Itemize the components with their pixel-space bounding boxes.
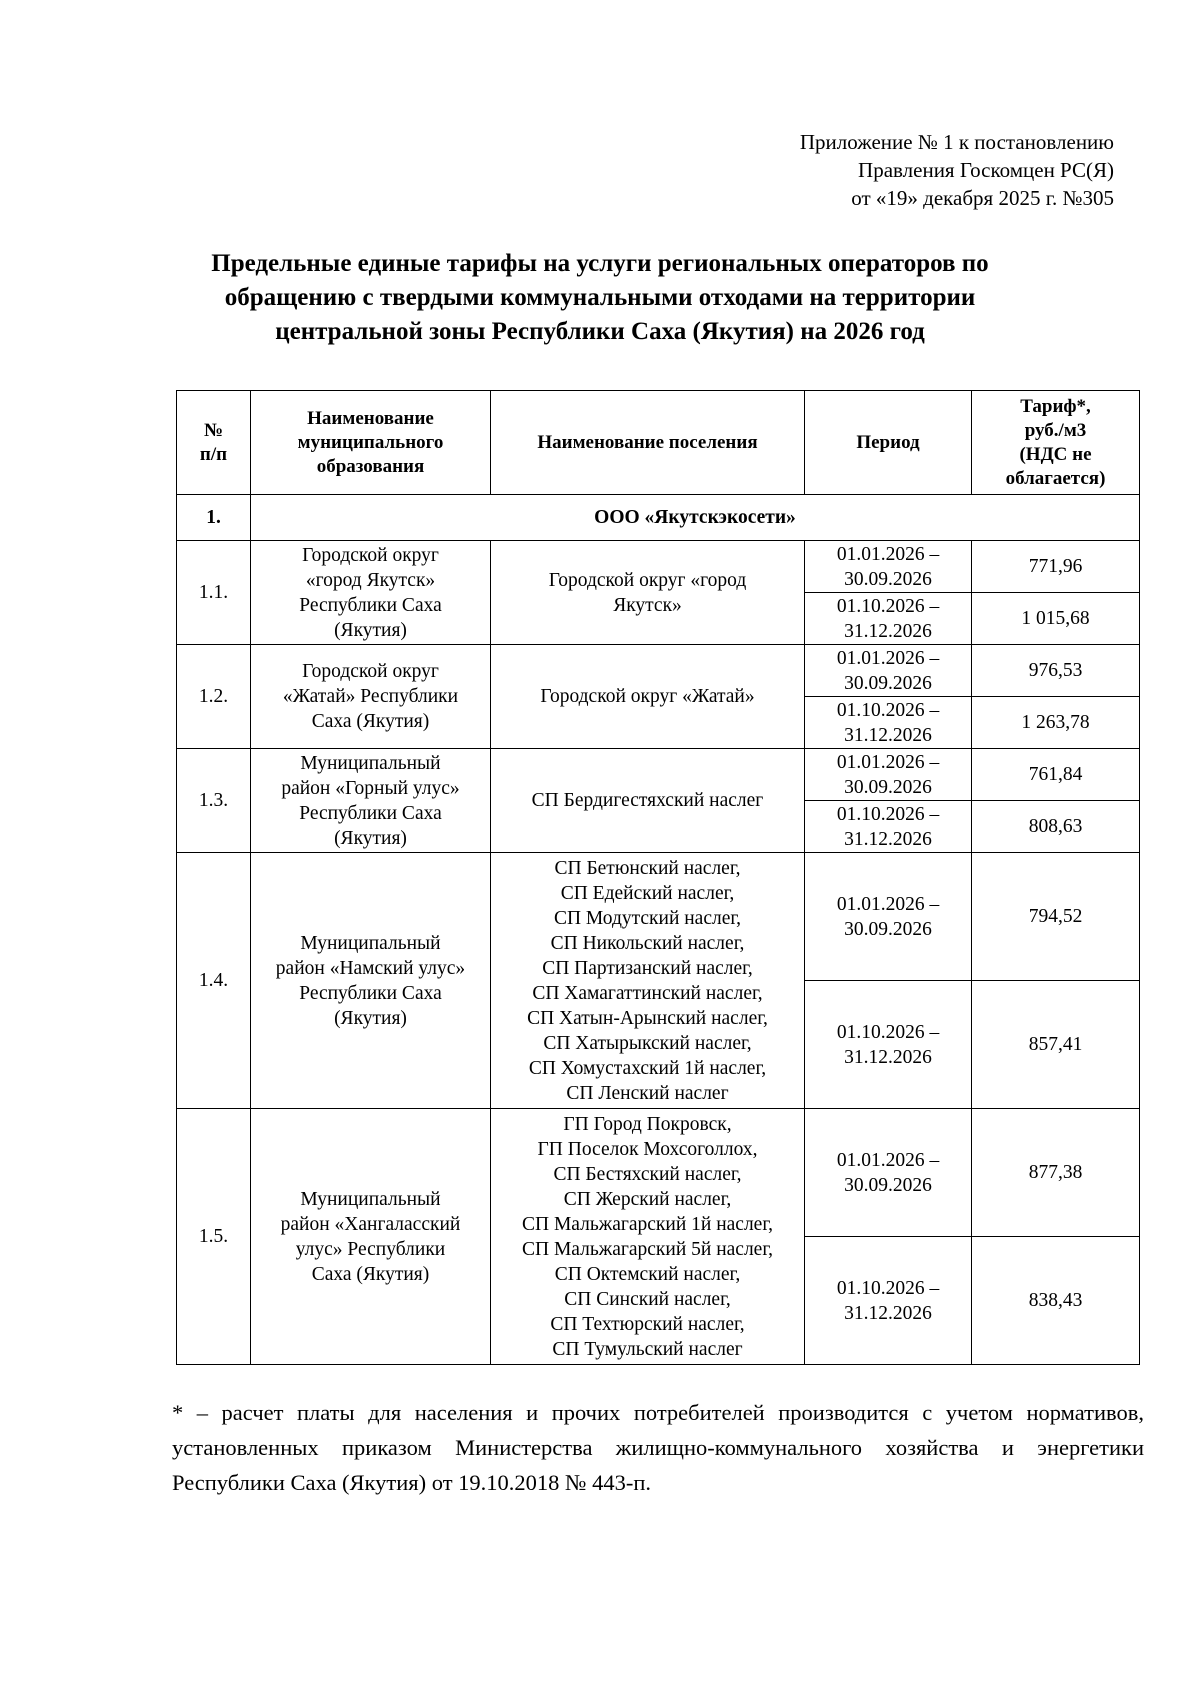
company-row — [177, 495, 1140, 541]
tariff-cell: 794,52 — [972, 853, 1140, 981]
title-line: обращению с твердыми коммунальными отходами на территории — [224, 284, 976, 311]
period-cell: 01.01.2026 – 30.09.2026 — [805, 1109, 972, 1237]
tariff-cell: 761,84 — [972, 749, 1140, 801]
period-cell: 01.10.2026 – 31.12.2026 — [805, 593, 972, 645]
tariff-table — [176, 390, 1140, 1365]
period-cell: 01.01.2026 – 30.09.2026 — [805, 645, 972, 697]
appendix-line: Правления Госкомцен РС(Я) — [858, 158, 1114, 182]
settlements-cell: Городской округ «Жатай» — [491, 645, 805, 749]
title-line: Предельные единые тарифы на услуги региональных операторов по — [211, 250, 989, 277]
appendix-line: от «19» декабря 2025 г. №305 — [851, 186, 1114, 210]
row-number: 1.5. — [177, 1109, 251, 1365]
tariff-cell: 808,63 — [972, 801, 1140, 853]
table-row — [177, 853, 1140, 981]
title-line: центральной зоны Республики Саха (Якутия) на 2026 год — [275, 318, 925, 345]
table-row — [177, 749, 1140, 801]
tariff-cell: 1 015,68 — [972, 593, 1140, 645]
table-row — [177, 541, 1140, 593]
appendix-reference — [800, 128, 1114, 212]
settlements-cell: СП Бетюнский наслег, СП Едейский наслег, СП Модутский наслег, СП Никольский наслег, СП Партизанский наслег, СП Хамагаттинский наслег, СП Хатын-Арынский наслег, СП Хатырыкский наслег, СП Хомустахский 1й наслег, СП Ленский наслег — [491, 853, 805, 1109]
municipality-cell: Городской округ «Жатай» Республики Саха (Якутия) — [251, 645, 491, 749]
appendix-line: Приложение № 1 к постановлению — [799, 130, 1114, 154]
settlements-cell: Городской округ «город Якутск» — [491, 541, 805, 645]
settlements-cell: СП Бердигестяхский наслег — [491, 749, 805, 853]
period-cell: 01.10.2026 – 31.12.2026 — [805, 801, 972, 853]
period-cell: 01.01.2026 – 30.09.2026 — [805, 853, 972, 981]
period-cell: 01.10.2026 – 31.12.2026 — [805, 697, 972, 749]
municipality-cell: Муниципальный район «Горный улус» Республики Саха (Якутия) — [251, 749, 491, 853]
period-cell: 01.01.2026 – 30.09.2026 — [805, 749, 972, 801]
period-cell: 01.10.2026 – 31.12.2026 — [805, 981, 972, 1109]
header-tariff: Тариф*, руб./м3 (НДС не облагается) — [972, 391, 1140, 495]
company-name: ООО «Якутскэкосети» — [251, 495, 1140, 541]
tariff-cell: 1 263,78 — [972, 697, 1140, 749]
header-number: № п/п — [177, 391, 251, 495]
period-cell: 01.10.2026 – 31.12.2026 — [805, 1237, 972, 1365]
company-number: 1. — [177, 495, 251, 541]
municipality-cell: Городской округ «город Якутск» Республики Саха (Якутия) — [251, 541, 491, 645]
municipality-cell: Муниципальный район «Намский улус» Республики Саха (Якутия) — [251, 853, 491, 1109]
document-title — [150, 247, 1050, 349]
footnote: * – расчет платы для населения и прочих потребителей производится с учетом нормативов, установленных приказом Министерства жилищно-коммунального хозяйства и энергетики Республики Саха (Якутия) от 19.10.2018 № 443-п. — [172, 1400, 1144, 1495]
row-number: 1.2. — [177, 645, 251, 749]
row-number: 1.4. — [177, 853, 251, 1109]
tariff-cell: 877,38 — [972, 1109, 1140, 1237]
municipality-cell: Муниципальный район «Хангаласский улус» Республики Саха (Якутия) — [251, 1109, 491, 1365]
row-number: 1.1. — [177, 541, 251, 645]
tariff-cell: 857,41 — [972, 981, 1140, 1109]
tariff-cell: 838,43 — [972, 1237, 1140, 1365]
tariff-cell: 771,96 — [972, 541, 1140, 593]
table-header-row — [177, 391, 1140, 495]
row-number: 1.3. — [177, 749, 251, 853]
table-row — [177, 645, 1140, 697]
tariff-cell: 976,53 — [972, 645, 1140, 697]
header-settlement: Наименование поселения — [491, 391, 805, 495]
header-municipality: Наименование муниципального образования — [251, 391, 491, 495]
period-cell: 01.01.2026 – 30.09.2026 — [805, 541, 972, 593]
settlements-cell: ГП Город Покровск, ГП Поселок Мохсоголлох, СП Бестяхский наслег, СП Жерский наслег, СП Мальжагарский 1й наслег, СП Мальжагарский 5й наслег, СП Октемский наслег, СП Синский наслег, СП Техтюрский наслег, СП Тумульский наслег — [491, 1109, 805, 1365]
header-period: Период — [805, 391, 972, 495]
table-row — [177, 1109, 1140, 1237]
